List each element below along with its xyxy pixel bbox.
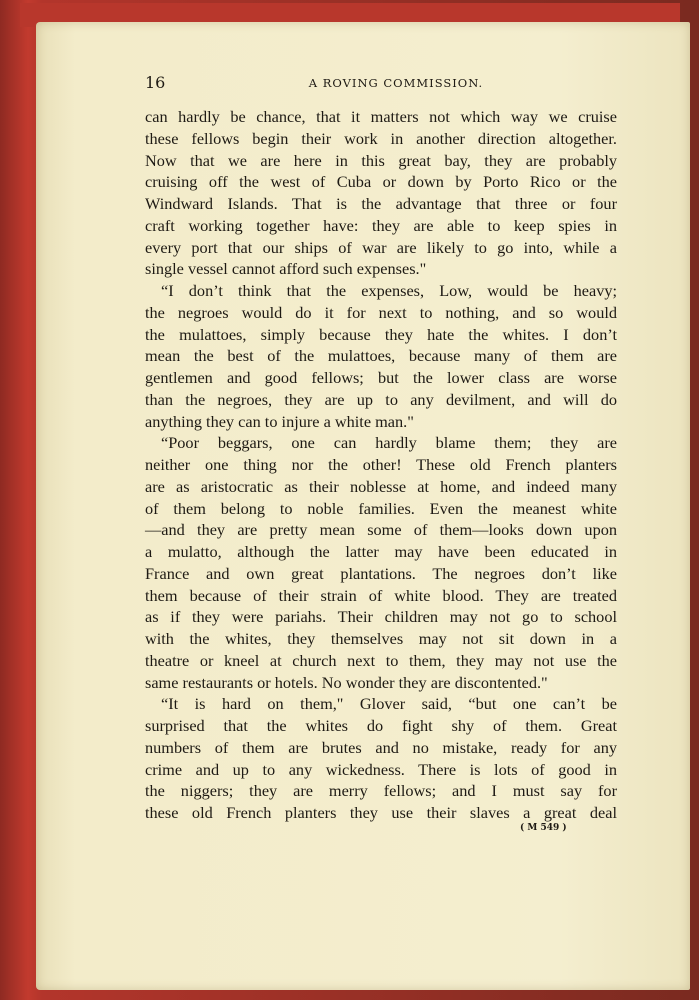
text-line: numbers of them are brutes and no mistake, ready for any [145, 737, 617, 757]
text-line: single vessel cannot afford such expenses." [145, 259, 427, 279]
text-line: Now that we are here in this great bay, they are probably [145, 150, 617, 170]
text-line: —and they are pretty mean some of them—looks down upon [145, 520, 617, 540]
text-line: crime and up to any wickedness. There is lots of good in [145, 759, 617, 779]
text-line: them because of their strain of white blood. They are treated [145, 585, 617, 605]
page-number: 16 [145, 73, 166, 92]
text-line: than the negroes, they are up to any devilment, and will do [145, 389, 617, 409]
text-line: can hardly be chance, that it matters not which way we cruise [145, 107, 617, 126]
text-line: France and own great plantations. The negroes don’t like [145, 563, 617, 583]
text-line: the mulattoes, simply because they hate the whites. I don’t [145, 324, 617, 344]
text-line: the niggers; they are merry fellows; and I must say for [145, 781, 617, 801]
signature-mark: ( M 549 ) [520, 823, 567, 833]
text-line: are as aristocratic as their noblesse at home, and indeed many [145, 476, 617, 496]
page-body-text [145, 106, 617, 824]
text-line: with the whites, they themselves may not sit down in a [145, 629, 617, 648]
text-line: neither one thing nor the other! These old French planters [145, 455, 617, 474]
text-line: of them belong to noble families. Even the meanest white [145, 498, 617, 518]
text-line: same restaurants or hotels. No wonder they are discontented." [145, 672, 548, 692]
text-line: as if they were pariahs. Their children may not go to school [145, 607, 617, 627]
text-line: every port that our ships of war are likely to go into, while a [145, 237, 617, 257]
text-line: “I don’t think that the expenses, Low, would be heavy; [161, 281, 617, 300]
page-header [145, 73, 617, 93]
running-title: A ROVING COMMISSION. [308, 76, 484, 90]
text-line: a mulatto, although the latter may have been educated in [145, 542, 617, 561]
text-line: the negroes would do it for next to nothing, and so would [145, 302, 617, 322]
text-line: theatre or kneel at church next to them, they may not use the [145, 650, 617, 670]
text-line: mean the best of the mulattoes, because many of them are [145, 346, 617, 366]
text-line: cruising off the west of Cuba or down by Porto Rico or the [145, 172, 617, 192]
text-line: “It is hard on them," Glover said, “but one can’t be [161, 694, 617, 714]
text-line: these fellows begin their work in another direction altogether. [145, 128, 617, 148]
text-line: craft working together have: they are able to keep spies in [145, 215, 617, 235]
text-line: these old French planters they use their slaves a great deal [145, 803, 617, 822]
text-line: gentlemen and good fellows; but the lower class are worse [145, 368, 617, 387]
text-line: anything they can to injure a white man." [145, 411, 414, 431]
text-line: surprised that the whites do fight shy of them. Great [145, 716, 617, 735]
text-line: Windward Islands. That is the advantage that three or four [145, 194, 617, 213]
text-line: “Poor beggars, one can hardly blame them; they are [161, 433, 617, 453]
